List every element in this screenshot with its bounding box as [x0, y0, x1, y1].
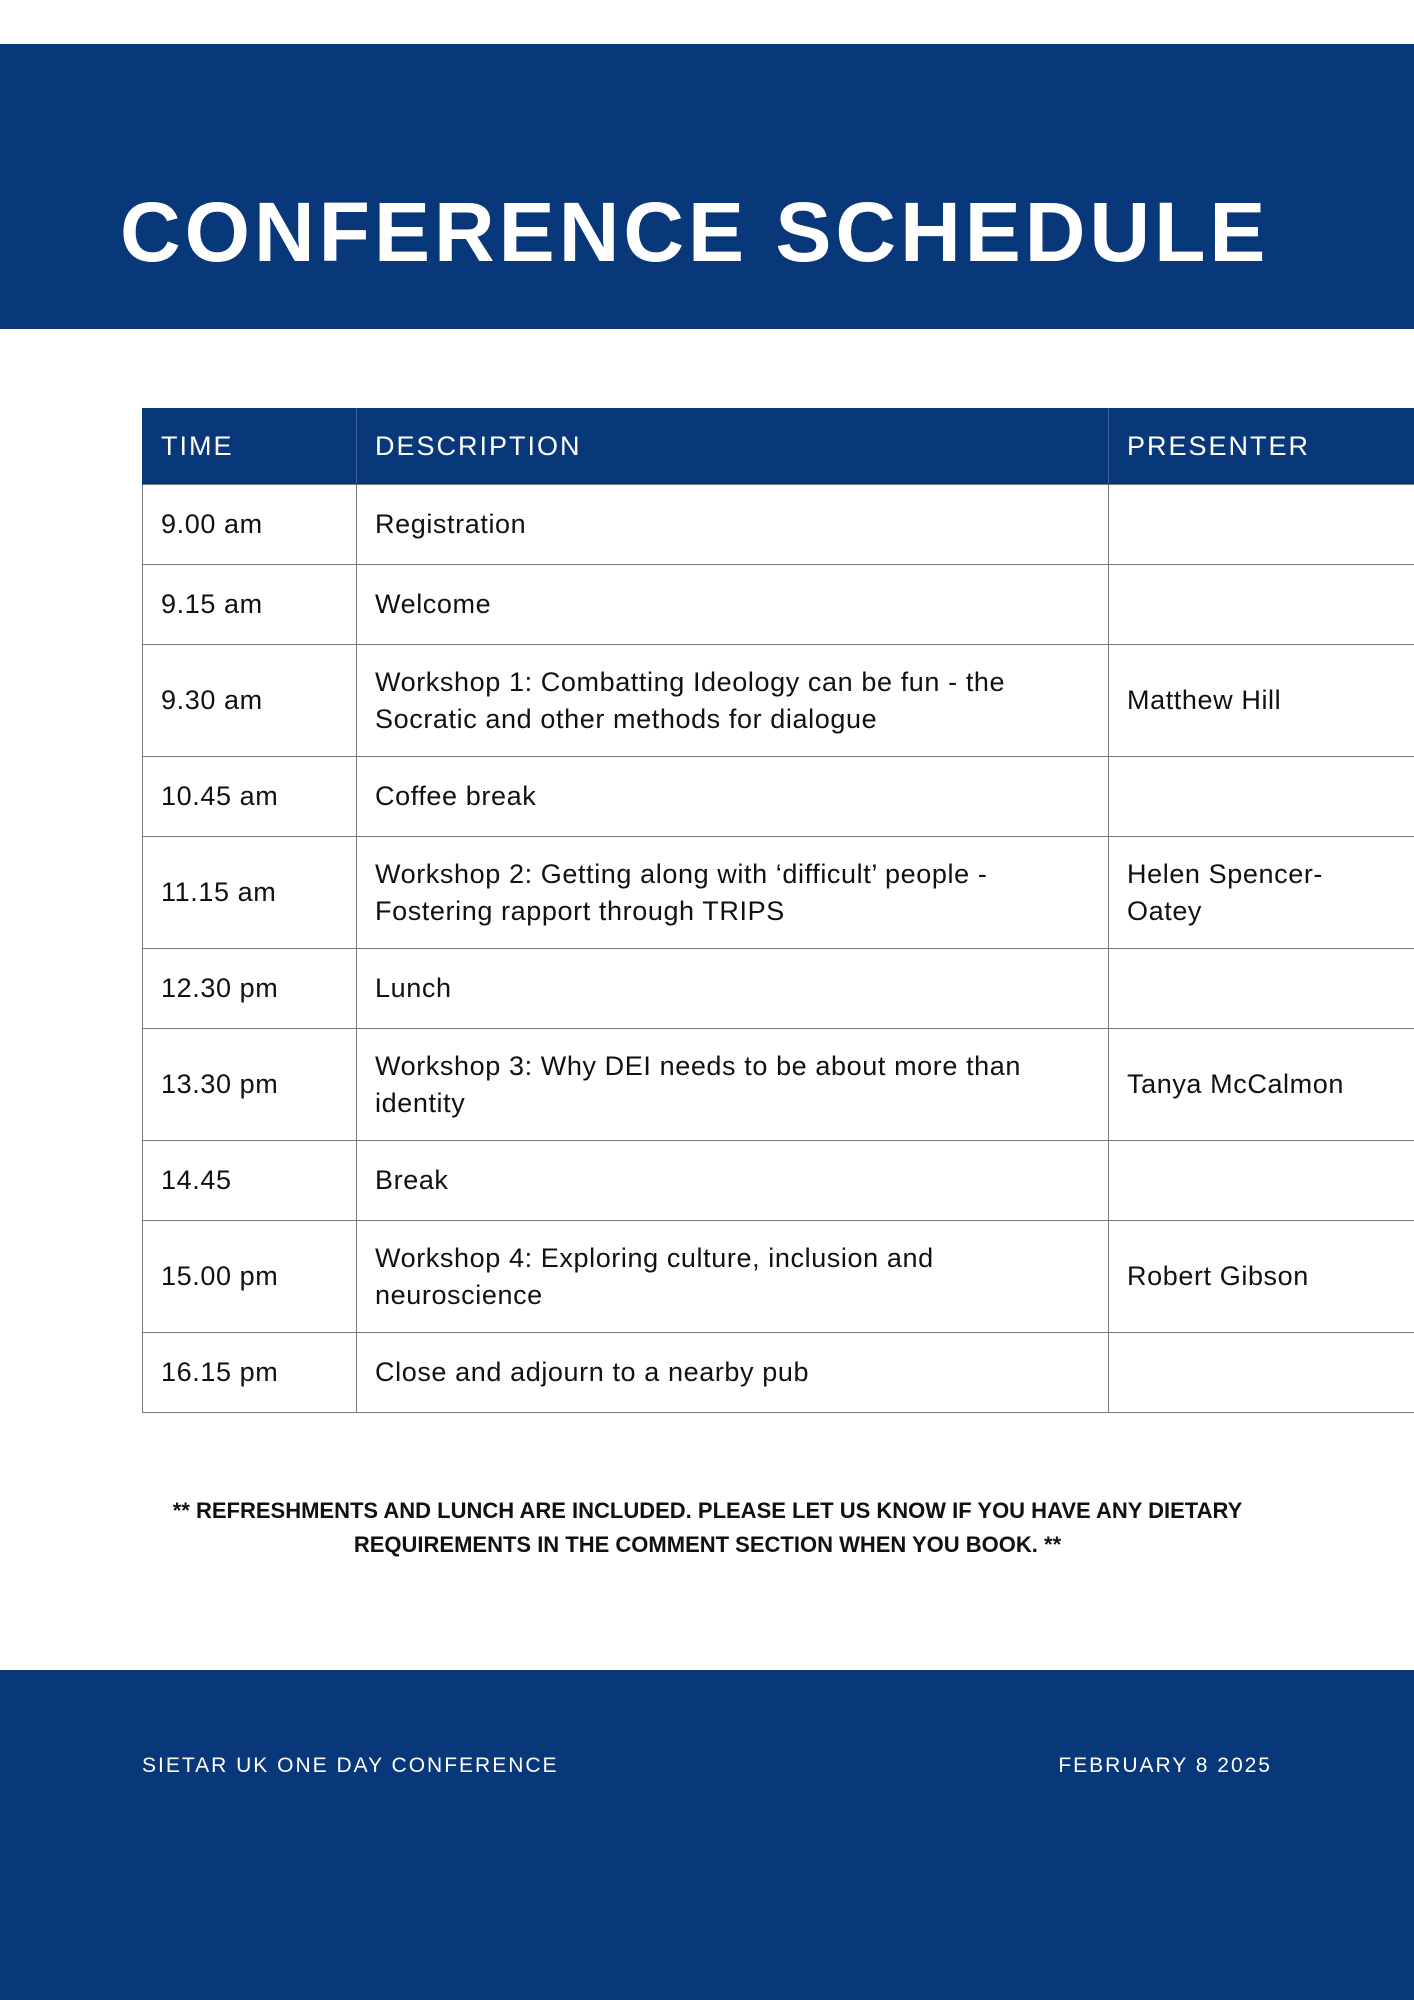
presenter-cell [1109, 565, 1414, 645]
description-cell: Workshop 3: Why DEI needs to be about more than identity [357, 1029, 1109, 1141]
description-cell: Workshop 1: Combatting Ideology can be fun - the Socratic and other methods for dialogue [357, 645, 1109, 757]
presenter-cell: Tanya McCalmon [1109, 1029, 1414, 1141]
table-row [143, 565, 1414, 645]
time-cell: 11.15 am [143, 837, 357, 949]
table-row [143, 1221, 1414, 1333]
schedule-table [142, 408, 1414, 1413]
description-cell: Lunch [357, 949, 1109, 1029]
presenter-cell: Robert Gibson [1109, 1221, 1414, 1333]
description-cell: Workshop 2: Getting along with ‘difficult’ people - Fostering rapport through TRIPS [357, 837, 1109, 949]
time-cell: 10.45 am [143, 757, 357, 837]
time-cell: 15.00 pm [143, 1221, 357, 1333]
presenter-cell [1109, 949, 1414, 1029]
table-row [143, 1141, 1414, 1221]
table-row [143, 757, 1414, 837]
description-cell: Break [357, 1141, 1109, 1221]
column-header-description: DESCRIPTION [357, 408, 1109, 485]
refreshments-note: ** REFRESHMENTS AND LUNCH ARE INCLUDED. PLEASE LET US KNOW IF YOU HAVE ANY DIETARY REQUIREMENTS IN THE COMMENT SECTION WHEN YOU BOOK. ** [172, 1498, 1243, 1557]
presenter-cell [1109, 485, 1414, 565]
description-cell: Welcome [357, 565, 1109, 645]
presenter-cell: Matthew Hill [1109, 645, 1414, 757]
time-cell: 9.00 am [143, 485, 357, 565]
presenter-cell [1109, 757, 1414, 837]
presenter-cell [1109, 1141, 1414, 1221]
time-cell: 9.30 am [143, 645, 357, 757]
description-cell: Workshop 4: Exploring culture, inclusion and neuroscience [357, 1221, 1109, 1333]
column-header-time: TIME [143, 408, 357, 485]
description-cell: Coffee break [357, 757, 1109, 837]
time-cell: 13.30 pm [143, 1029, 357, 1141]
presenter-cell: Helen Spencer-Oatey [1109, 837, 1414, 949]
table-row [143, 485, 1414, 565]
description-cell: Close and adjourn to a nearby pub [357, 1333, 1109, 1413]
table-row [143, 645, 1414, 757]
time-cell: 16.15 pm [143, 1333, 357, 1413]
column-header-presenter: PRESENTER [1109, 408, 1414, 485]
time-cell: 12.30 pm [143, 949, 357, 1029]
table-row [143, 837, 1414, 949]
table-row [143, 1333, 1414, 1413]
description-cell: Registration [357, 485, 1109, 565]
time-cell: 9.15 am [143, 565, 357, 645]
footer-event-name: SIETAR UK ONE DAY CONFERENCE [142, 1754, 559, 1777]
table-row [143, 1029, 1414, 1141]
table-header-row [143, 408, 1414, 485]
table-row [143, 949, 1414, 1029]
page-title: CONFERENCE SCHEDULE [120, 185, 1270, 279]
footer-band [0, 1670, 1414, 2000]
presenter-cell [1109, 1333, 1414, 1413]
time-cell: 14.45 [143, 1141, 357, 1221]
footer-date: FEBRUARY 8 2025 [1058, 1754, 1272, 1777]
